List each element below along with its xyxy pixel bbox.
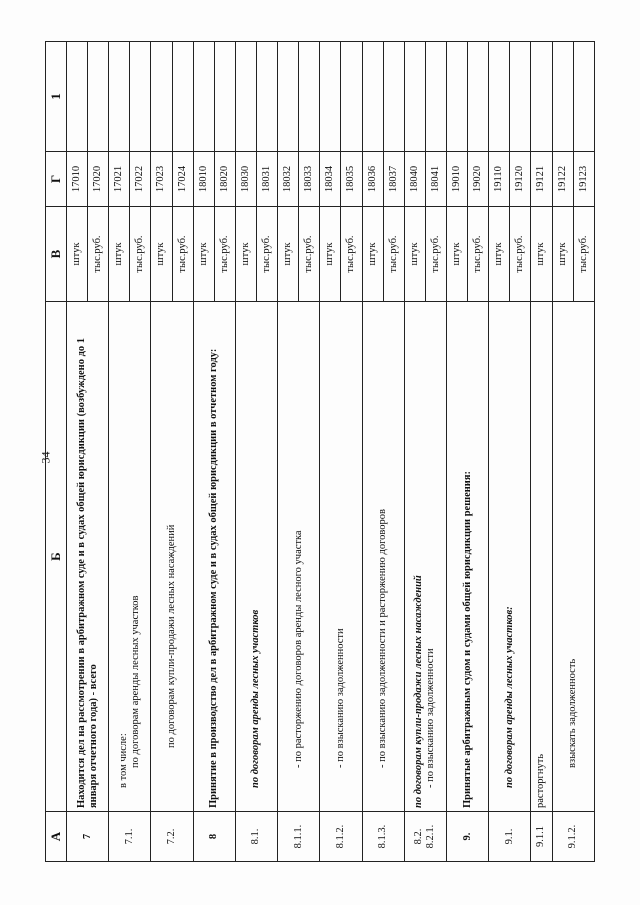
row-description — [552, 302, 594, 812]
row-number: 8.1.1. — [278, 812, 320, 862]
row-intro: в том числе: — [117, 733, 129, 788]
code-cell: 18036 — [362, 152, 383, 207]
table-row — [109, 42, 130, 862]
header-v: В — [46, 207, 67, 302]
row-text: - по расторжению договоров аренды лесного участка — [292, 530, 304, 768]
table-row — [489, 42, 510, 862]
row-subtext: - по взысканию задолженности — [425, 648, 437, 788]
header-a: А — [46, 812, 67, 862]
row-number: 7 — [67, 812, 109, 862]
code-cell: 18030 — [235, 152, 256, 207]
unit-cell: штук — [235, 207, 256, 302]
unit-cell: тыс.руб. — [214, 207, 235, 302]
value-cell[interactable] — [130, 42, 151, 152]
row-number: 8 — [193, 812, 235, 862]
row-number: 9.1. — [489, 812, 531, 862]
code-cell: 18035 — [341, 152, 362, 207]
unit-cell: тыс.руб. — [383, 207, 404, 302]
report-table — [45, 41, 595, 862]
unit-cell: тыс.руб. — [341, 207, 362, 302]
value-cell[interactable] — [67, 42, 88, 152]
value-cell[interactable] — [151, 42, 172, 152]
value-cell[interactable] — [341, 42, 362, 152]
unit-cell: штук — [67, 207, 88, 302]
value-cell[interactable] — [468, 42, 489, 152]
row-number: 7.1. — [109, 812, 151, 862]
unit-cell: штук — [109, 207, 130, 302]
unit-cell: штук — [151, 207, 172, 302]
table-row — [531, 42, 552, 862]
table-row — [278, 42, 299, 862]
code-cell: 18033 — [299, 152, 320, 207]
row-number: 8.1.2. — [320, 812, 362, 862]
value-cell[interactable] — [193, 42, 214, 152]
unit-cell: штук — [531, 207, 552, 302]
code-cell: 17021 — [109, 152, 130, 207]
code-cell: 18032 — [278, 152, 299, 207]
unit-cell: штук — [320, 207, 341, 302]
row-text: - по взысканию задолженности и расторжению договоров — [377, 509, 389, 768]
code-cell: 17023 — [151, 152, 172, 207]
row-number: 9. — [446, 812, 488, 862]
table-row — [235, 42, 256, 862]
unit-cell: штук — [446, 207, 467, 302]
value-cell[interactable] — [278, 42, 299, 152]
row-number — [404, 812, 446, 862]
table-row — [362, 42, 383, 862]
unit-cell: тыс.руб. — [256, 207, 277, 302]
table-row — [446, 42, 467, 862]
row-description — [320, 302, 362, 812]
row-text: по договорам купли-продажи лесных насаждений — [166, 524, 178, 748]
table-row — [320, 42, 341, 862]
row-number: 9.1.2. — [552, 812, 594, 862]
code-cell: 18010 — [193, 152, 214, 207]
code-cell: 17022 — [130, 152, 151, 207]
code-cell: 18020 — [214, 152, 235, 207]
value-cell[interactable] — [320, 42, 341, 152]
value-cell[interactable] — [235, 42, 256, 152]
row-text: взыскать задолженность — [567, 658, 579, 768]
unit-cell: штук — [552, 207, 573, 302]
header-1: 1 — [46, 42, 67, 152]
table-row — [67, 42, 88, 862]
row-description: Находится дел на рассмотрении в арбитражном суде и в судах общей юрисдикции (возбуждено до 1 января отчетного года) - всего — [67, 302, 109, 812]
code-cell: 19020 — [468, 152, 489, 207]
value-cell[interactable] — [256, 42, 277, 152]
unit-cell: тыс.руб. — [573, 207, 594, 302]
row-text: по договорам аренды лесных участков — [250, 609, 262, 788]
row-description — [278, 302, 320, 812]
row-number: 7.2. — [151, 812, 193, 862]
table-row — [404, 42, 425, 862]
unit-cell: тыс.руб. — [468, 207, 489, 302]
unit-cell: тыс.руб. — [425, 207, 446, 302]
code-cell: 19123 — [573, 152, 594, 207]
table-row — [193, 42, 214, 862]
code-cell: 17024 — [172, 152, 193, 207]
value-cell[interactable] — [299, 42, 320, 152]
row-description — [362, 302, 404, 812]
report-sheet — [45, 42, 595, 862]
row-description: Принятые арбитражным судом и судами общей юрисдикции решения: — [446, 302, 488, 812]
code-cell: 19110 — [489, 152, 510, 207]
unit-cell: тыс.руб. — [299, 207, 320, 302]
value-cell[interactable] — [172, 42, 193, 152]
code-cell: 17020 — [88, 152, 109, 207]
value-cell[interactable] — [446, 42, 467, 152]
row-number-main: 8.2. — [413, 828, 425, 845]
value-cell[interactable] — [109, 42, 130, 152]
unit-cell: штук — [489, 207, 510, 302]
value-cell[interactable] — [383, 42, 404, 152]
unit-cell: тыс.руб. — [88, 207, 109, 302]
row-number-sub: 8.2.1. — [425, 824, 437, 849]
header-b: Б — [46, 302, 67, 812]
code-cell: 19122 — [552, 152, 573, 207]
code-cell: 19010 — [446, 152, 467, 207]
value-cell[interactable] — [362, 42, 383, 152]
value-cell[interactable] — [552, 42, 573, 152]
table-row — [552, 42, 573, 862]
unit-cell: тыс.руб. — [130, 207, 151, 302]
unit-cell: штук — [404, 207, 425, 302]
row-number: 8.1.3. — [362, 812, 404, 862]
value-cell[interactable] — [425, 42, 446, 152]
row-description: расторгнуть — [531, 302, 552, 812]
code-cell: 18031 — [256, 152, 277, 207]
value-cell[interactable] — [573, 42, 594, 152]
row-text: - по взысканию задолженности — [334, 628, 346, 768]
row-description — [489, 302, 531, 812]
code-cell: 17010 — [67, 152, 88, 207]
row-text: по договорам купли-продажи лесных насаждений — [413, 575, 425, 808]
code-cell: 18037 — [383, 152, 404, 207]
header-g: Г — [46, 152, 67, 207]
code-cell: 19120 — [510, 152, 531, 207]
code-cell: 18041 — [425, 152, 446, 207]
row-description — [109, 302, 151, 812]
value-cell[interactable] — [404, 42, 425, 152]
value-cell[interactable] — [88, 42, 109, 152]
value-cell[interactable] — [214, 42, 235, 152]
row-text: по договорам аренды лесных участков — [129, 595, 141, 768]
row-description — [404, 302, 446, 812]
code-cell: 18034 — [320, 152, 341, 207]
row-text: по договорам аренды лесных участков: — [503, 606, 515, 788]
code-cell: 18040 — [404, 152, 425, 207]
value-cell[interactable] — [510, 42, 531, 152]
unit-cell: штук — [362, 207, 383, 302]
row-description — [235, 302, 277, 812]
unit-cell: тыс.руб. — [510, 207, 531, 302]
unit-cell: штук — [193, 207, 214, 302]
code-cell: 19121 — [531, 152, 552, 207]
value-cell[interactable] — [531, 42, 552, 152]
table-row — [151, 42, 172, 862]
unit-cell: тыс.руб. — [172, 207, 193, 302]
row-number: 8.1. — [235, 812, 277, 862]
page-number: 34 — [38, 451, 53, 464]
row-number: 9.1.1 — [531, 812, 552, 862]
row-description — [151, 302, 193, 812]
value-cell[interactable] — [489, 42, 510, 152]
header-row — [46, 42, 67, 862]
unit-cell: штук — [278, 207, 299, 302]
row-description: Принятие в производство дел в арбитражном суде и в судах общей юрисдикции в отчетном году: — [193, 302, 235, 812]
